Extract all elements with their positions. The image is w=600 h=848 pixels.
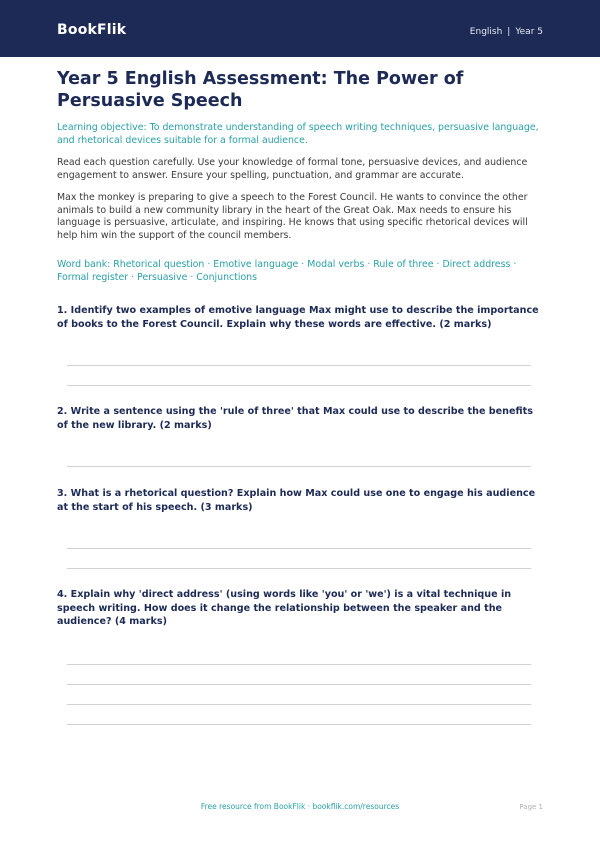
breadcrumb-year: Year 5 [515, 27, 543, 37]
breadcrumb-separator: | [507, 27, 511, 37]
page-title: Year 5 English Assessment: The Power of Persuasive Speech [57, 69, 464, 111]
scenario-text: Max the monkey is preparing to give a speech to the Forest Council. He wants to convince the other animals to build a new community library in the heart of the Great Oak. Max needs to ensure his language is persuasive, articulate, and inspiring. He knows that using specific rhetorical devices will help him win the support of the council members. [57, 192, 528, 241]
answer-line[interactable] [67, 704, 531, 705]
instructions-text: Read each question carefully. Use your knowledge of formal tone, persuasive devices, and audience engagement to answer. Ensure your spelling, punctuation, and grammar are accurate. [57, 157, 528, 181]
question-1: 1. Identify two examples of emotive language Max might use to describe the importance of books to the Forest Council. Explain why these words are effective. (2 marks) [57, 305, 539, 330]
answer-line[interactable] [67, 466, 531, 467]
breadcrumb [470, 27, 543, 37]
footer-credit[interactable]: Free resource from BookFlik · bookflik.com/resources [200, 802, 400, 811]
question-2: 2. Write a sentence using the 'rule of three' that Max could use to describe the benefits of the new library. (2 marks) [57, 406, 533, 431]
answer-line[interactable] [67, 385, 531, 386]
header-bar [0, 0, 600, 57]
question-3: 3. What is a rhetorical question? Explain how Max could use one to engage his audience at the start of his speech. (3 marks) [57, 488, 536, 513]
answer-line[interactable] [67, 568, 531, 569]
word-bank: Word bank: Rhetorical question · Emotive language · Modal verbs · Rule of three · Direct address · Formal register · Persuasive · Conjunctions [57, 259, 517, 283]
answer-line[interactable] [67, 548, 531, 549]
breadcrumb-subject: English [469, 27, 503, 37]
question-4: 4. Explain why 'direct address' (using words like 'you' or 'we') is a vital technique in speech writing. How does it change the relationship between the speaker and the audience? (4 marks) [57, 589, 512, 627]
answer-line[interactable] [67, 684, 531, 685]
answer-line[interactable] [67, 664, 531, 665]
brand-logo[interactable]: BookFlik [57, 22, 127, 38]
answer-line[interactable] [67, 365, 531, 366]
learning-objective: Learning objective: To demonstrate understanding of speech writing techniques, persuasive language, and rhetorical devices suitable for a formal audience. [57, 122, 539, 146]
page-number: Page 1 [519, 803, 543, 811]
answer-line[interactable] [67, 724, 531, 725]
